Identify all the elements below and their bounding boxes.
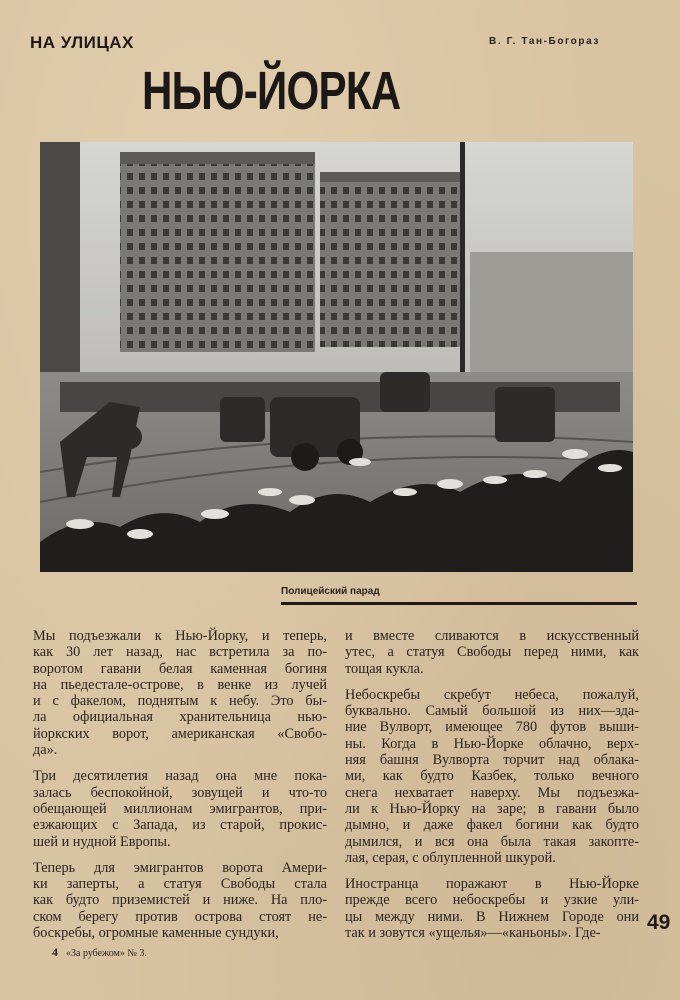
text-line: Небоскребы скребут небеса, пожалуй, <box>345 686 639 703</box>
footer-page-number: 4 <box>52 945 58 959</box>
paragraph <box>33 628 327 758</box>
author-name: В. Г. Тан-Богораз <box>489 36 600 47</box>
text-column-right <box>345 628 639 951</box>
text-line: дымился, и вся она была такая закопте- <box>345 833 639 850</box>
text-line: как будто приземистей и ниже. На пло- <box>33 892 327 909</box>
text-line: снега нехватает наверху. Мы подъезжа- <box>345 784 639 801</box>
page-number: 49 <box>647 911 671 934</box>
text-line: да». <box>33 742 58 759</box>
text-line: езжающих с Запада, из старой, прокис- <box>33 817 327 834</box>
text-line: шей и нудной Европы. <box>33 833 171 850</box>
text-column-left <box>33 628 327 951</box>
text-line: прежде всего небоскребы и узкие ули- <box>345 892 639 909</box>
text-line: ми, как будто Казбек, только вечного <box>345 768 639 785</box>
text-line: буквально. Самый большой из них—зда- <box>345 703 639 720</box>
text-line: как 30 лет назад, нас встретила за по- <box>33 644 327 661</box>
text-line: утес, а статуя Свободы перед ними, как <box>345 644 639 661</box>
text-line: Теперь для эмигрантов ворота Амери- <box>33 859 327 876</box>
text-line: воротом гавани белая каменная богиня <box>33 660 327 677</box>
text-line: дымно, и даже факел богини как будто <box>345 817 639 834</box>
text-line: обещающей миллионам эмигрантов, при- <box>33 800 327 817</box>
text-line: Три десятилетия назад она мне пока- <box>33 768 327 785</box>
text-line: цы между ними. В Нижнем Городе они <box>345 908 639 925</box>
caption-rule <box>281 602 637 605</box>
photo-caption: Полицейский парад <box>281 586 380 597</box>
text-line: залась беспокойной, зовущей и что-то <box>33 784 327 801</box>
footer <box>52 945 147 960</box>
text-line: ки заперты, а статуя Свободы стала <box>33 876 327 893</box>
text-line: ли к Нью-Йорку на заре; в гавани было <box>345 800 639 817</box>
paragraph <box>345 628 639 677</box>
paragraph <box>345 876 639 941</box>
text-line: Мы подъезжали к Нью-Йорку, и теперь, <box>33 628 327 644</box>
text-line: ны. Когда в Нью-Йорке облачно, верх- <box>345 735 639 752</box>
paragraph <box>33 860 327 941</box>
article-title: НЬЮ-ЙОРКА <box>142 61 401 121</box>
text-line: Иностранца поражают в Нью-Йорке <box>345 876 639 893</box>
paragraph <box>345 687 639 866</box>
section-rubric: НА УЛИЦАХ <box>30 33 134 52</box>
footer-magazine: «За рубежом» № 3. <box>66 948 147 959</box>
text-line: боскребы, огромные каменные сундуки, <box>33 925 279 942</box>
text-line: ла официальная хранительница нью- <box>33 709 327 726</box>
text-line: ние Вулворт, имеющее 780 футов выши- <box>345 719 639 736</box>
text-line: на пьедестале-острове, в венке из лучей <box>33 676 327 693</box>
text-line: тощая кукла. <box>345 660 424 677</box>
text-line: и вместе сливаются в искусственный <box>345 628 639 644</box>
text-line: так и зовутся «ущелья»—«каньоны». Где- <box>345 925 601 942</box>
photo-police-parade <box>40 142 633 572</box>
text-line: йоркских ворот, американская «Свобо- <box>33 725 327 742</box>
text-line: и с факелом, поднятым к небу. Это бы- <box>33 693 327 710</box>
text-line: ском берегу против острова стоят не- <box>33 908 327 925</box>
text-line: няя башня Вулворта торчит над облака- <box>345 752 639 769</box>
paragraph <box>33 768 327 849</box>
text-line: лая, серая, с облупленной шкурой. <box>345 849 556 866</box>
